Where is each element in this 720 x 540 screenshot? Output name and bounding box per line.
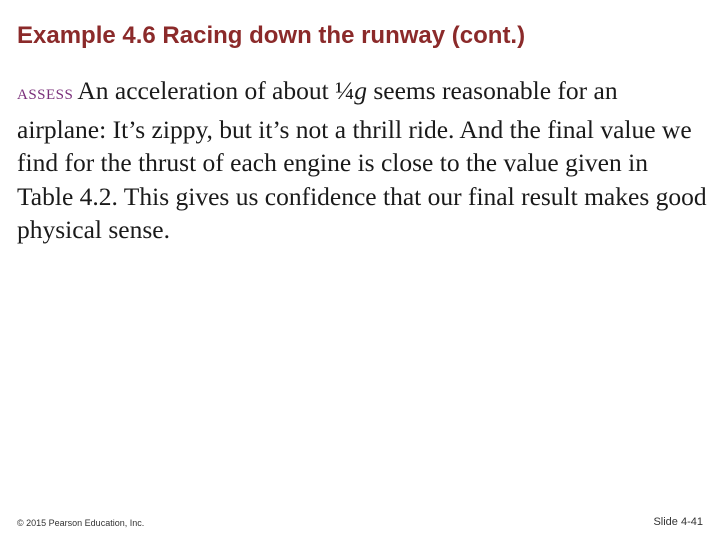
slide-number: Slide 4-41 (653, 516, 703, 528)
assess-text-before: An acceleration of about (77, 76, 336, 105)
slide-title: Example 4.6 Racing down the runway (cont.) (17, 22, 526, 49)
gravity-symbol: g (354, 76, 367, 105)
copyright-notice: © 2015 Pearson Education, Inc. (17, 518, 145, 528)
assess-label: ASSESS (17, 87, 74, 103)
fraction-one-quarter: ¼ (335, 76, 355, 105)
assess-paragraph (17, 74, 707, 247)
assess-text-after: seems reasonable for an airplane: It’s zippy, but it’s not a thrill ride. And the final value we find for the thrust of each engine is close to the value given in Table 4.2. This gives us confidence that our final result makes good physical sense. (17, 76, 707, 244)
